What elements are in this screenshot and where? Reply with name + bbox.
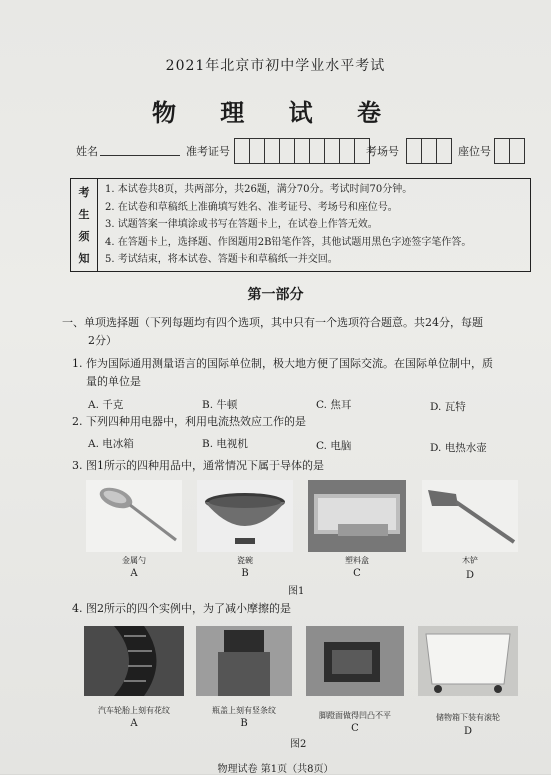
figure2-caption: 汽车轮胎上刻有花纹 xyxy=(98,706,170,715)
figure1-photo-spoon xyxy=(86,480,182,552)
name-field[interactable] xyxy=(100,155,180,156)
notice-items xyxy=(105,181,471,269)
figure1-label: 图1 xyxy=(288,586,305,597)
q1-text: 1. 作为国际通用测量语言的国际单位制，极大地方便了国际交流。在国际单位制中，质 xyxy=(72,357,493,370)
figure2-caption: 瓶盖上刻有竖条纹 xyxy=(212,706,276,715)
ticket-boxes[interactable] xyxy=(234,138,369,164)
q2-option: C. 电脑 xyxy=(316,440,352,452)
notice-item: 4. 在答题卡上，选择题、作图题用2B铅笔作答，其他试题用黑色字迹签字笔作答。 xyxy=(105,236,472,248)
exam-title: 2021年北京市初中学业水平考试 xyxy=(165,58,386,74)
ticket-label: 准考证号 xyxy=(186,145,230,158)
figure2-label: 图2 xyxy=(290,739,307,750)
q3-text: 3. 图1所示的四种用品中，通常情况下属于导体的是 xyxy=(72,459,324,472)
figure2-letter: C xyxy=(351,723,359,734)
q2-option: A. 电冰箱 xyxy=(88,438,134,450)
q1-option: B. 牛顿 xyxy=(202,399,238,411)
part1-instruction: 一、单项选择题（下列每题均有四个选项，其中只有一个选项符合题意。共24分，每题 xyxy=(62,316,483,329)
figure2-letter: D xyxy=(463,726,473,737)
part1-instruction-cont: 2分） xyxy=(88,334,117,347)
spatula-image xyxy=(422,480,518,552)
q2-option: B. 电视机 xyxy=(202,438,248,450)
q1-option: C. 焦耳 xyxy=(316,399,352,411)
storage-box-image xyxy=(418,626,518,696)
figure2-caption: 脚蹬面做得凹凸不平 xyxy=(319,711,391,720)
figure2-photo-bottle-cap xyxy=(196,626,292,696)
notice-head-char: 考 xyxy=(78,186,90,199)
q2-text: 2. 下列四种用电器中，利用电流热效应工作的是 xyxy=(72,415,306,428)
figure1-caption: 瓷碗 xyxy=(237,556,253,565)
seat-boxes[interactable] xyxy=(494,138,524,164)
figure2-photo-storage-box xyxy=(418,626,518,696)
figure1-letter: C xyxy=(353,568,361,579)
notice-head xyxy=(71,179,98,271)
q1-option: D. 瓦特 xyxy=(430,401,466,413)
q4-text: 4. 图2所示的四个实例中，为了减小摩擦的是 xyxy=(72,602,291,615)
figure2-photo-tire xyxy=(84,626,184,696)
q2-option: D. 电热水壶 xyxy=(430,442,487,454)
plastic-box-image xyxy=(308,480,406,552)
bowl-image xyxy=(197,480,293,552)
pedal-image xyxy=(306,626,404,696)
bottle-cap-image xyxy=(196,626,292,696)
room-label: 考场号 xyxy=(366,145,399,158)
section-title: 第一部分 xyxy=(247,287,304,303)
figure2-caption: 储物箱下装有滚轮 xyxy=(436,713,500,722)
paper-title: 物 理 试 卷 xyxy=(151,98,400,127)
tire-image xyxy=(84,626,184,696)
notice-head-char: 知 xyxy=(78,252,90,265)
spoon-image xyxy=(86,480,182,552)
notice-item: 5. 考试结束，将本试卷、答题卡和草稿纸一并交回。 xyxy=(105,254,338,265)
notice-item: 1. 本试卷共8页，共两部分，共26题，满分70分。考试时间70分钟。 xyxy=(105,184,413,195)
figure2-letter: A xyxy=(130,718,138,729)
figure1-caption: 金属勺 xyxy=(122,556,146,565)
notice-box xyxy=(70,178,531,272)
figure1-letter: A xyxy=(130,568,138,579)
notice-head-char: 须 xyxy=(78,230,90,243)
figure1-photo-spatula xyxy=(422,480,518,552)
figure1-caption: 塑料盒 xyxy=(345,556,369,565)
page-footer: 物理试卷 第1页（共8页） xyxy=(217,764,334,775)
figure1-photo-bowl xyxy=(197,480,293,552)
figure1-caption: 木铲 xyxy=(462,556,478,565)
name-label: 姓名 xyxy=(76,145,98,158)
figure2-photo-pedal xyxy=(306,626,404,696)
figure2-letter: B xyxy=(240,718,248,729)
q1-option: A. 千克 xyxy=(88,399,124,411)
figure1-letter: B xyxy=(241,568,249,579)
q1-text-cont: 量的单位是 xyxy=(86,375,141,388)
room-boxes[interactable] xyxy=(406,138,451,164)
figure1-letter: D xyxy=(465,570,475,581)
notice-item: 2. 在试卷和草稿纸上准确填写姓名、准考证号、考场号和座位号。 xyxy=(105,201,398,213)
notice-item: 3. 试题答案一律填涂或书写在答题卡上，在试卷上作答无效。 xyxy=(105,219,378,230)
notice-head-char: 生 xyxy=(78,208,90,221)
seat-label: 座位号 xyxy=(458,145,491,158)
figure1-photo-plastic-box xyxy=(308,480,406,552)
